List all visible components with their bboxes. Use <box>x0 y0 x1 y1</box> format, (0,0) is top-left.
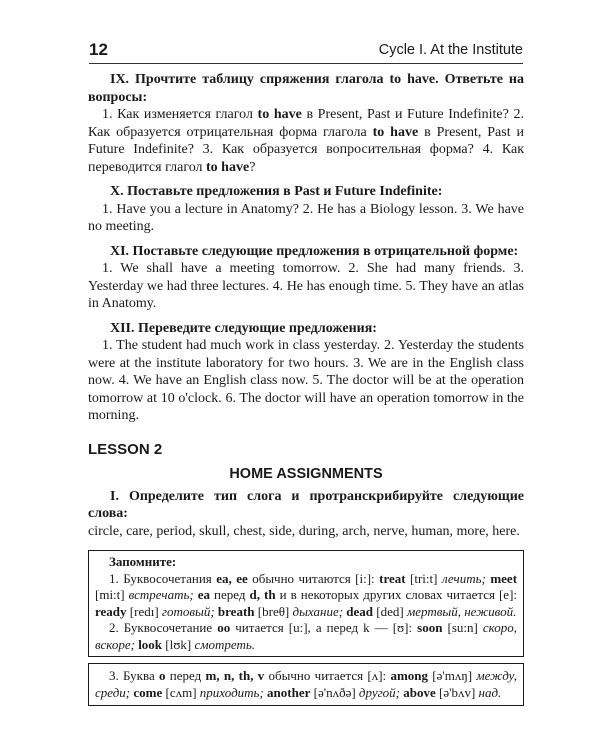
page-number: 12 <box>89 40 108 59</box>
lesson-title: LESSON 2 <box>88 440 163 458</box>
running-head <box>89 40 523 64</box>
task-1-title: I. Определите тип слога и протранскрибируйте следующие слова: <box>88 488 524 521</box>
rule-2: 2. Буквосочетание oo читается [u:], а перед k — [ʊ]: soon [su:n] скоро, вскоре; look [lʊk] смотреть. <box>95 620 517 652</box>
rule-1: 1. Буквосочетания ea, ee обычно читаются [i:]: treat [tri:t] лечить; meet [mi:t] встречать; ea перед d, th и в некоторых других словах читается [e]: ready [redı] готовый; breath [breθ] дыхание; dead [ded] мертвый, неживой. <box>95 570 518 619</box>
exercise-12-title: XII. Переведите следующие предложения: <box>110 320 377 336</box>
rule-3-box <box>88 663 524 706</box>
rule-3: 3. Буква o перед m, n, th, v обычно читается [ʌ]: among [ə'mʌŋ] между, среди; come [cʌm] приходить; another [ə'nʌðə] другой; above [ə'bʌv] над. <box>95 668 518 700</box>
page-content <box>88 71 524 706</box>
exercise-11-body: 1. We shall have a meeting tomorrow. 2. She had many friends. 3. Yesterday we had three lectures. 4. He has enough time. 5. They have an atlas in Anatomy. <box>88 261 524 311</box>
exercise-11-title: XI. Поставьте следующие предложения в отрицательной форме: <box>110 243 519 259</box>
exercise-9-title: IX. Прочтите таблицу спряжения глагола to have. Ответьте на вопросы: <box>88 72 524 105</box>
remember-box <box>88 550 524 657</box>
section-title: HOME ASSIGNMENTS <box>229 466 383 482</box>
exercise-10-body: 1. Have you a lecture in Anatomy? 2. He has a Biology lesson. 3. We have no meeting. <box>88 201 524 234</box>
exercise-10-title: X. Поставьте предложения в Past и Future Indefinite: <box>110 184 443 199</box>
task-1-words: circle, care, period, skull, chest, side, during, arch, nerve, human, more, here. <box>88 523 520 539</box>
header-rule <box>89 63 523 64</box>
exercise-9-body: 1. Как изменяется глагол to have в Present, Past и Future Indefinite? 2. Как образуется отрицательная форма глагола to have в Present, Past и Future Indefinite? 3. Как образуется вопросительная форма? 4. Как переводится глагол to have? <box>88 107 525 175</box>
remember-title: Запомните: <box>109 554 177 569</box>
chapter-title: Cycle I. At the Institute <box>378 42 523 58</box>
exercise-12-body: 1. The student had much work in class yesterday. 2. Yesterday the students were at the institute laboratory for two hours. 3. We are in the English class now. 4. We have an English class now. 5. The doctor will be at the operation tomorrow at 10 o'clock. 6. The doctor will have an operation tomorrow in the morning. <box>88 338 524 423</box>
